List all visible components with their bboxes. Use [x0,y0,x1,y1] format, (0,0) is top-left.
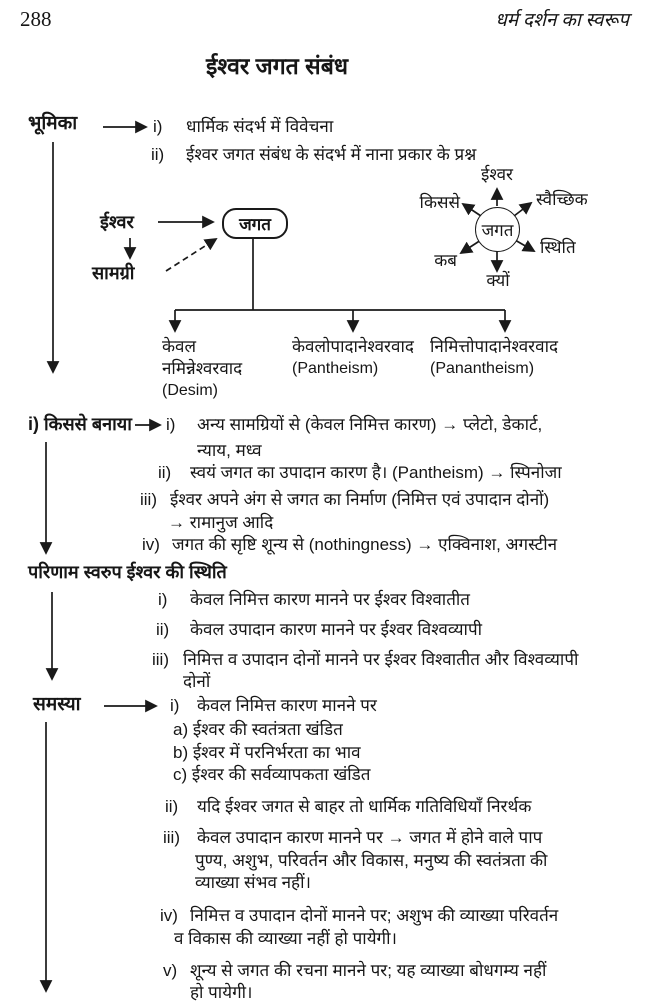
item-line: केवल निमित्त कारण मानने पर [197,696,377,715]
wheel-label-kyon: क्यों [486,271,510,290]
wheel-label-kisse: किससे [419,193,460,212]
item-marker: ii) [165,797,179,816]
branch-line: निमित्तोपादानेश्वरवाद [430,337,558,356]
kisse-label: i) किससे बनाया [28,414,132,434]
item-line: न्याय, मध्व [197,441,262,460]
item-marker: iv) [160,906,178,925]
item-line: यदि ईश्वर जगत से बाहर तो धार्मिक गतिविधियाँ निरर्थक [197,797,532,816]
branch-line-en: (Panantheism) [430,360,535,377]
item-subline: a) ईश्वर की स्वतंत्रता खंडित [173,720,343,739]
flow-ishwar-label: ईश्वर [100,212,134,232]
item-marker: iii) [163,828,180,847]
item-line: अन्य सामग्रियों से (केवल निमित्त कारण) → प्लेटो, डेकार्ट, [197,415,543,434]
branch-deism [162,336,242,402]
wheel-arrow-top-left [463,204,481,216]
wheel-label-kab: कब [434,251,457,270]
bhumika-item-marker: i) [153,117,163,136]
item-marker: i) [166,415,176,434]
bhumika-item-text: ईश्वर जगत संबंध के संदर्भ में नाना प्रकार के प्रश्न [186,145,477,164]
branch-line: केवलोपादानेश्वरवाद [292,337,414,356]
wheel-label-svaichchhik: स्वैच्छिक [536,190,588,209]
page-number: 288 [20,7,52,31]
wheel-jagat-node: जगत [475,207,520,252]
flow-jagat-node: जगत [222,208,288,239]
parinam-heading: परिणाम स्वरुप ईश्वर की स्थिति [28,562,227,582]
item-marker: i) [170,696,180,715]
wheel-label-ishwar: ईश्वर [481,165,513,184]
bhumika-item-text: धार्मिक संदर्भ में विवेचना [186,117,334,136]
item-line: केवल उपादान कारण मानने पर → जगत में होने वाले पाप [197,828,543,847]
branch-line: नमिन्नेश्वरवाद [162,359,243,378]
item-line: पुण्य, अशुभ, परिवर्तन और विकास, मनुष्य की स्वतंत्रता की [195,851,548,870]
item-line: स्वयं जगत का उपादान कारण है। (Pantheism) → स्पिनोजा [190,463,562,482]
item-marker: ii) [158,463,172,482]
item-subline: b) ईश्वर में परनिर्भरता का भाव [173,743,361,762]
wheel-arrow-right [515,240,534,251]
samasya-label: समस्या [33,694,81,715]
branch-line-en: (Desim) [162,382,218,399]
bhumika-item-marker: ii) [151,145,165,164]
item-marker: v) [163,961,178,980]
item-line: निमित्त व उपादान दोनों मानने पर; अशुभ की व्याख्या परिवर्तन [190,906,559,925]
branch-pantheism [292,336,414,380]
item-marker: iii) [152,650,169,669]
item-subline: c) ईश्वर की सर्वव्यापकता खंडित [173,765,371,784]
flow-samagri-label: सामग्री [92,263,135,283]
item-line: हो पायेगी। [190,983,253,1002]
wheel-arrow-top-right [514,203,531,216]
wheel-label-sthiti: स्थिति [540,238,576,257]
item-marker: iii) [140,490,157,509]
item-line: व विकास की व्याख्या नहीं हो पायेगी। [174,929,397,948]
branch-panantheism [430,336,558,380]
item-line: शून्य से जगत की रचना मानने पर; यह व्याख्या बोधगम्य नहीं [190,961,547,980]
item-line: जगत की सृष्टि शून्य से (nothingness) → एक्विनाश, अगस्टीन [172,535,558,554]
item-marker: ii) [156,620,170,639]
item-line: → रामानुज आदि [168,513,274,532]
item-line: निमित्त व उपादान दोनों मानने पर ईश्वर विश्वातीत और विश्वव्यापी [183,650,579,669]
item-line: व्याख्या संभव नहीं। [195,873,311,892]
item-marker: iv) [142,535,160,554]
item-line: ईश्वर अपने अंग से जगत का निर्माण (निमित्त एवं उपादान दोनों) [170,490,550,509]
item-line: दोनों [183,672,211,691]
branch-line-en: (Pantheism) [292,360,379,377]
branch-line: केवल [162,337,197,356]
page-title: ईश्वर जगत संबंध [206,53,348,79]
bhumika-label: भूमिका [28,113,78,134]
item-marker: i) [158,590,168,609]
item-line: केवल उपादान कारण मानने पर ईश्वर विश्वव्यापी [190,620,483,639]
item-line: केवल निमित्त कारण मानने पर ईश्वर विश्वातीत [190,590,470,609]
running-title: धर्म दर्शन का स्वरूप [495,10,629,31]
samagri-jagat-dashed-arrow [166,239,216,271]
